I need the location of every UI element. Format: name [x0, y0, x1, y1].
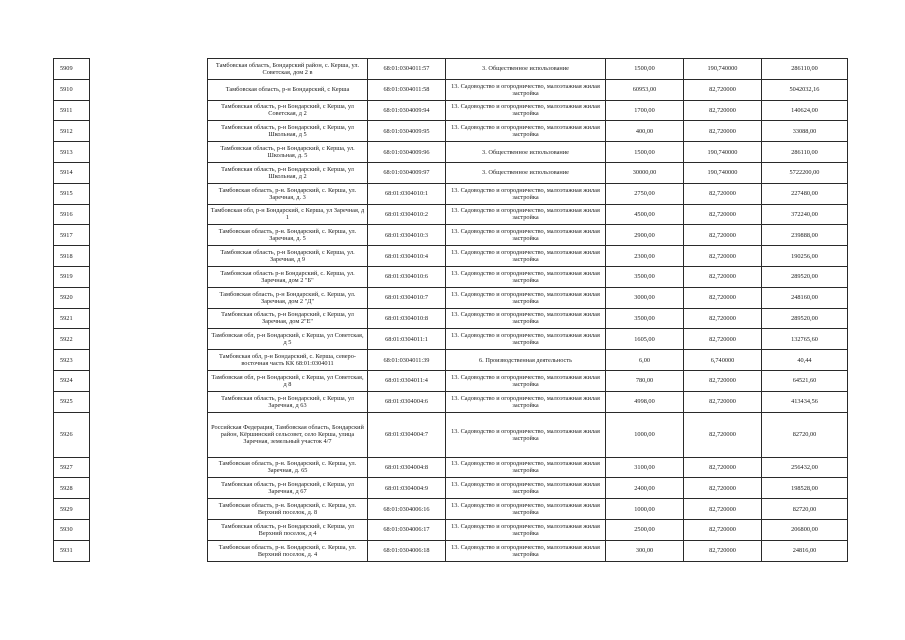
cell-rate: 82,720000	[684, 391, 762, 412]
cell-value: 64521,60	[762, 370, 848, 391]
cell-area: 60953,00	[606, 79, 684, 100]
cell-use: 6. Производственная деятельность	[446, 350, 606, 371]
cell-num: 5923	[54, 350, 90, 371]
empty-cell	[90, 412, 208, 457]
cell-address: Тамбовская область р-н Бондарский, с. Керша, ул. Заречная, дом 2 "Б"	[208, 266, 368, 287]
cell-num: 5917	[54, 225, 90, 246]
table-row	[54, 121, 848, 142]
table-row	[54, 519, 848, 540]
cell-value: 190256,00	[762, 246, 848, 267]
empty-cell	[90, 329, 208, 350]
cell-cadastral: 68:01:0304011:39	[368, 350, 446, 371]
empty-cell	[90, 266, 208, 287]
table-row	[54, 412, 848, 457]
cell-address: Тамбовская область, р-н Бондарский, с Керша, ул Заречная, д 67	[208, 478, 368, 499]
cell-rate: 82,720000	[684, 519, 762, 540]
cell-address: Тамбовская область, р-н Бондарский, с Керша, ул Заречная, дом 2"Е"	[208, 308, 368, 329]
cell-value: 239888,00	[762, 225, 848, 246]
cell-area: 2300,00	[606, 246, 684, 267]
cell-use: 13. Садоводство и огородничество, малоэтажная жилая застройка	[446, 370, 606, 391]
table-row	[54, 329, 848, 350]
cell-cadastral: 68:01:0304009:94	[368, 100, 446, 121]
cell-area: 780,00	[606, 370, 684, 391]
cell-num: 5913	[54, 142, 90, 163]
cell-value: 140624,00	[762, 100, 848, 121]
cell-num: 5929	[54, 499, 90, 520]
cell-value: 248160,00	[762, 287, 848, 308]
cell-rate: 82,720000	[684, 499, 762, 520]
cell-cadastral: 68:01:0304010:3	[368, 225, 446, 246]
cell-rate: 82,720000	[684, 308, 762, 329]
cell-value: 286110,00	[762, 142, 848, 163]
empty-cell	[90, 478, 208, 499]
cell-address: Тамбовская область, Бондарский район, с. Керша, ул. Советская, дом 2 в	[208, 59, 368, 80]
table-row	[54, 457, 848, 478]
cell-address: Тамбовская обл, р-н Бондарский, с Керша, ул Советская, д 8	[208, 370, 368, 391]
cell-value: 132765,60	[762, 329, 848, 350]
cell-num: 5910	[54, 79, 90, 100]
cell-num: 5925	[54, 391, 90, 412]
table-row	[54, 478, 848, 499]
cell-address: Тамбовская область, р-н Бондарский, с Керша, ул Советская, д 2	[208, 100, 368, 121]
empty-cell	[90, 79, 208, 100]
cell-num: 5927	[54, 457, 90, 478]
table-row	[54, 183, 848, 204]
cell-cadastral: 68:01:0304006:16	[368, 499, 446, 520]
table-row	[54, 391, 848, 412]
cell-value: 40,44	[762, 350, 848, 371]
table-row	[54, 246, 848, 267]
table-row	[54, 350, 848, 371]
cell-rate: 190,740000	[684, 59, 762, 80]
cell-use: 13. Садоводство и огородничество, малоэтажная жилая застройка	[446, 412, 606, 457]
cell-cadastral: 68:01:0304009:95	[368, 121, 446, 142]
empty-cell	[90, 519, 208, 540]
cell-use: 13. Садоводство и огородничество, малоэтажная жилая застройка	[446, 540, 606, 561]
cell-area: 3500,00	[606, 266, 684, 287]
cell-num: 5909	[54, 59, 90, 80]
cell-value: 256432,00	[762, 457, 848, 478]
cell-address: Тамбовская область, р-н. Бондарский, с. Керша, ул. Заречная, д. 3	[208, 183, 368, 204]
empty-cell	[90, 540, 208, 561]
cell-area: 2750,00	[606, 183, 684, 204]
cell-rate: 82,720000	[684, 457, 762, 478]
cell-value: 372240,00	[762, 204, 848, 225]
cell-value: 227480,00	[762, 183, 848, 204]
cell-use: 3. Общественное использование	[446, 162, 606, 183]
cell-address: Тамбовская область, р-н. Бондарский, с. Керша, ул. Заречная, д. 65	[208, 457, 368, 478]
empty-cell	[90, 370, 208, 391]
cell-area: 2500,00	[606, 519, 684, 540]
cell-rate: 6,740000	[684, 350, 762, 371]
cell-rate: 190,740000	[684, 162, 762, 183]
cell-cadastral: 68:01:0304004:9	[368, 478, 446, 499]
table-row	[54, 266, 848, 287]
cell-num: 5919	[54, 266, 90, 287]
cell-address: Тамбовская область, р-н Бондарский, с. Керша, ул. Заречная, дом 2 "Д"	[208, 287, 368, 308]
cell-num: 5924	[54, 370, 90, 391]
cell-cadastral: 68:01:0304009:97	[368, 162, 446, 183]
cell-address: Тамбовская область, р-н Бондарский, с Керша, ул Заречная, д 63	[208, 391, 368, 412]
cell-area: 400,00	[606, 121, 684, 142]
cell-num: 5931	[54, 540, 90, 561]
empty-cell	[90, 350, 208, 371]
empty-cell	[90, 121, 208, 142]
empty-cell	[90, 308, 208, 329]
cell-cadastral: 68:01:0304010:6	[368, 266, 446, 287]
cell-use: 13. Садоводство и огородничество, малоэтажная жилая застройка	[446, 457, 606, 478]
cell-use: 13. Садоводство и огородничество, малоэтажная жилая застройка	[446, 204, 606, 225]
cell-cadastral: 68:01:0304004:7	[368, 412, 446, 457]
cell-num: 5911	[54, 100, 90, 121]
empty-cell	[90, 100, 208, 121]
cell-value: 198528,00	[762, 478, 848, 499]
table-row	[54, 100, 848, 121]
table-row	[54, 499, 848, 520]
table-row	[54, 225, 848, 246]
cell-area: 1605,00	[606, 329, 684, 350]
cell-value: 5042032,16	[762, 79, 848, 100]
empty-cell	[90, 225, 208, 246]
table-row	[54, 308, 848, 329]
cell-use: 13. Садоводство и огородничество, малоэтажная жилая застройка	[446, 121, 606, 142]
cell-num: 5930	[54, 519, 90, 540]
cell-address: Тамбовская область, р-н Бондарский, с Керша, ул. Школьная, д. 5	[208, 142, 368, 163]
cell-cadastral: 68:01:0304011:58	[368, 79, 446, 100]
empty-cell	[90, 457, 208, 478]
cell-cadastral: 68:01:0304011:57	[368, 59, 446, 80]
cell-use: 13. Садоводство и огородничество, малоэтажная жилая застройка	[446, 100, 606, 121]
cell-area: 2400,00	[606, 478, 684, 499]
cell-address: Тамбовская обл, р-н Бондарский, с. Керша, северо-восточная часть КК 68:01:0304011	[208, 350, 368, 371]
cell-area: 1500,00	[606, 59, 684, 80]
cell-address: Тамбовская обл, р-н Бондарский, с Керша, ул Советская, д 5	[208, 329, 368, 350]
cell-cadastral: 68:01:0304010:1	[368, 183, 446, 204]
cell-rate: 82,720000	[684, 79, 762, 100]
cell-cadastral: 68:01:0304010:2	[368, 204, 446, 225]
cell-rate: 82,720000	[684, 412, 762, 457]
cell-value: 289520,00	[762, 308, 848, 329]
cell-cadastral: 68:01:0304011:1	[368, 329, 446, 350]
cell-area: 1000,00	[606, 412, 684, 457]
cell-rate: 82,720000	[684, 225, 762, 246]
empty-cell	[90, 142, 208, 163]
cell-rate: 82,720000	[684, 204, 762, 225]
table-body	[54, 59, 848, 562]
table-row	[54, 204, 848, 225]
cell-area: 3500,00	[606, 308, 684, 329]
cell-area: 1500,00	[606, 142, 684, 163]
empty-cell	[90, 499, 208, 520]
cell-use: 13. Садоводство и огородничество, малоэтажная жилая застройка	[446, 329, 606, 350]
cell-area: 1000,00	[606, 499, 684, 520]
cell-value: 82720,00	[762, 499, 848, 520]
cell-address: Тамбовская область, р-н Бондарский, с Керша, ул. Заречная, д 9	[208, 246, 368, 267]
cell-use: 3. Общественное использование	[446, 59, 606, 80]
cell-cadastral: 68:01:0304010:8	[368, 308, 446, 329]
cell-num: 5915	[54, 183, 90, 204]
cell-num: 5918	[54, 246, 90, 267]
cell-rate: 82,720000	[684, 100, 762, 121]
cell-use: 13. Садоводство и огородничество, малоэтажная жилая застройка	[446, 391, 606, 412]
cell-use: 3. Общественное использование	[446, 142, 606, 163]
cell-cadastral: 68:01:0304004:6	[368, 391, 446, 412]
cell-num: 5922	[54, 329, 90, 350]
cell-cadastral: 68:01:0304006:17	[368, 519, 446, 540]
cell-num: 5926	[54, 412, 90, 457]
cell-address: Тамбовская область, р-н Бондарский, с Керша, ул Школьная, д 5	[208, 121, 368, 142]
cell-rate: 82,720000	[684, 478, 762, 499]
empty-cell	[90, 183, 208, 204]
cell-rate: 82,720000	[684, 266, 762, 287]
table-row	[54, 287, 848, 308]
table-row	[54, 162, 848, 183]
cell-num: 5920	[54, 287, 90, 308]
cell-use: 13. Садоводство и огородничество, малоэтажная жилая застройка	[446, 308, 606, 329]
cell-value: 206800,00	[762, 519, 848, 540]
cell-address: Российская Федерация, Тамбовская область, Бондарский район, Кёршинский сельсовет, село Керша, улица Заречная, земельный участок 4/7	[208, 412, 368, 457]
cell-use: 13. Садоводство и огородничество, малоэтажная жилая застройка	[446, 519, 606, 540]
empty-cell	[90, 59, 208, 80]
cell-cadastral: 68:01:0304009:96	[368, 142, 446, 163]
cell-use: 13. Садоводство и огородничество, малоэтажная жилая застройка	[446, 79, 606, 100]
cell-cadastral: 68:01:0304010:7	[368, 287, 446, 308]
cell-use: 13. Садоводство и огородничество, малоэтажная жилая застройка	[446, 225, 606, 246]
cell-rate: 82,720000	[684, 287, 762, 308]
empty-cell	[90, 391, 208, 412]
cell-rate: 82,720000	[684, 540, 762, 561]
cell-address: Тамбовская обл, р-н Бондарский, с Керша, ул Заречная, д 1	[208, 204, 368, 225]
cell-value: 286110,00	[762, 59, 848, 80]
empty-cell	[90, 246, 208, 267]
cell-use: 13. Садоводство и огородничество, малоэтажная жилая застройка	[446, 287, 606, 308]
cell-use: 13. Садоводство и огородничество, малоэтажная жилая застройка	[446, 266, 606, 287]
cell-cadastral: 68:01:0304011:4	[368, 370, 446, 391]
empty-cell	[90, 204, 208, 225]
cell-cadastral: 68:01:0304010:4	[368, 246, 446, 267]
cell-area: 2900,00	[606, 225, 684, 246]
cell-area: 1700,00	[606, 100, 684, 121]
cell-area: 4998,00	[606, 391, 684, 412]
cell-rate: 82,720000	[684, 183, 762, 204]
cell-rate: 190,740000	[684, 142, 762, 163]
cell-num: 5916	[54, 204, 90, 225]
cell-cadastral: 68:01:0304004:8	[368, 457, 446, 478]
table-row	[54, 59, 848, 80]
cell-area: 4500,00	[606, 204, 684, 225]
cell-area: 6,00	[606, 350, 684, 371]
cell-value: 5722200,00	[762, 162, 848, 183]
cell-cadastral: 68:01:0304006:18	[368, 540, 446, 561]
cell-address: Тамбовская область, р-н. Бондарский, с. Керша, ул. Верхний поселок, д. 4	[208, 540, 368, 561]
cell-num: 5921	[54, 308, 90, 329]
cell-address: Тамбовская область, р-н. Бондарский, с. Керша, ул. Заречная, д. 5	[208, 225, 368, 246]
empty-cell	[90, 287, 208, 308]
table-row	[54, 540, 848, 561]
cell-value: 413434,56	[762, 391, 848, 412]
cell-use: 13. Садоводство и огородничество, малоэтажная жилая застройка	[446, 478, 606, 499]
cell-use: 13. Садоводство и огородничество, малоэтажная жилая застройка	[446, 183, 606, 204]
cell-value: 24816,00	[762, 540, 848, 561]
cell-area: 300,00	[606, 540, 684, 561]
cell-value: 82720,00	[762, 412, 848, 457]
cell-rate: 82,720000	[684, 370, 762, 391]
cell-rate: 82,720000	[684, 121, 762, 142]
cell-num: 5928	[54, 478, 90, 499]
cell-use: 13. Садоводство и огородничество, малоэтажная жилая застройка	[446, 499, 606, 520]
cell-area: 3000,00	[606, 287, 684, 308]
cell-address: Тамбовская область, р-н Бондарский, с Керша	[208, 79, 368, 100]
cell-area: 3100,00	[606, 457, 684, 478]
cell-num: 5914	[54, 162, 90, 183]
cell-value: 33088,00	[762, 121, 848, 142]
cell-num: 5912	[54, 121, 90, 142]
table-row	[54, 142, 848, 163]
cell-address: Тамбовская область, р-н. Бондарский, с. Керша, ул. Верхний поселок, д. 8	[208, 499, 368, 520]
cell-address: Тамбовская область, р-н Бондарский, с Керша, ул Верхний поселок, д 4	[208, 519, 368, 540]
cell-address: Тамбовская область, р-н Бондарский, с Керша, ул Школьная, д 2	[208, 162, 368, 183]
empty-cell	[90, 162, 208, 183]
cell-rate: 82,720000	[684, 329, 762, 350]
cell-area: 30000,00	[606, 162, 684, 183]
cell-value: 289520,00	[762, 266, 848, 287]
cell-use: 13. Садоводство и огородничество, малоэтажная жилая застройка	[446, 246, 606, 267]
land-registry-table	[53, 58, 848, 562]
table-row	[54, 370, 848, 391]
table-row	[54, 79, 848, 100]
cell-rate: 82,720000	[684, 246, 762, 267]
